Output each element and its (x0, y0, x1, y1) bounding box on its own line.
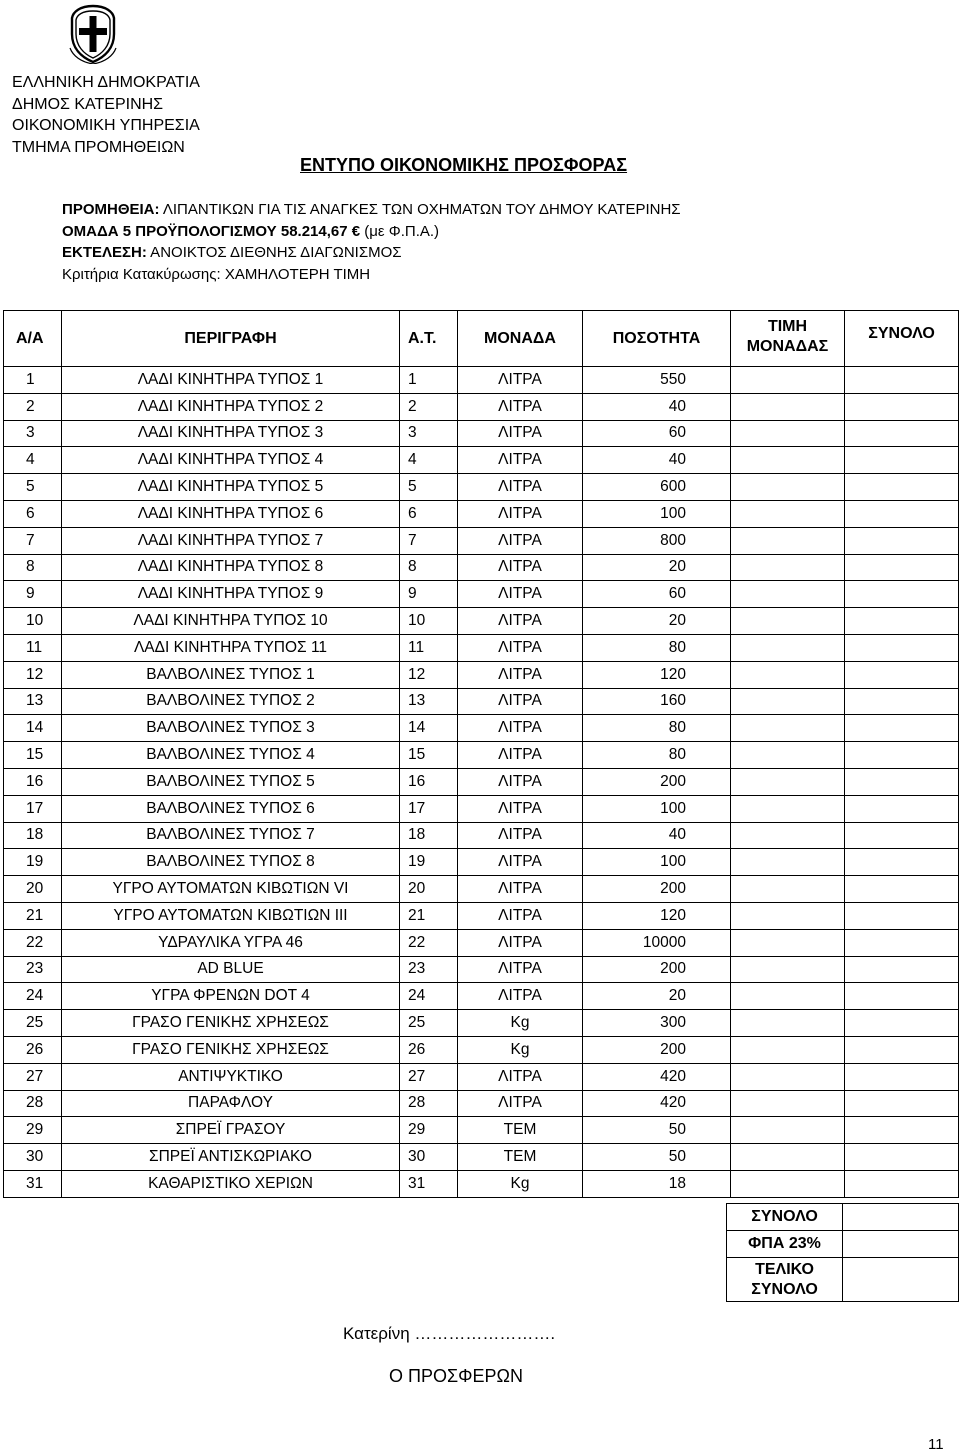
row-aa: 25 (4, 1010, 62, 1037)
row-description: ΒΑΛΒΟΛΙΝΕΣ ΤΥΠΟΣ 8 (62, 849, 400, 876)
row-quantity: 10000 (583, 929, 731, 956)
row-unit: ΛΙΤΡΑ (458, 688, 583, 715)
row-unit: ΛΙΤΡΑ (458, 500, 583, 527)
row-aa: 14 (4, 715, 62, 742)
row-quantity: 800 (583, 527, 731, 554)
row-description: ΛΑΔΙ ΚΙΝΗΤΗΡΑ ΤΥΠΟΣ 7 (62, 527, 400, 554)
row-quantity: 80 (583, 742, 731, 769)
row-quantity: 40 (583, 447, 731, 474)
row-unit-price[interactable] (731, 795, 845, 822)
row-unit: ΛΙΤΡΑ (458, 768, 583, 795)
signature-place-date: Κατερίνη ……………………. (343, 1324, 556, 1343)
greek-coat-of-arms-icon (64, 4, 122, 64)
org-line-department: ΤΜΗΜΑ ΠΡΟΜΗΘΕΙΩΝ (12, 138, 185, 156)
row-unit-price[interactable] (731, 1117, 845, 1144)
header-unit-price (731, 311, 845, 367)
row-item-number: 14 (400, 715, 458, 742)
award-criteria: Κριτήρια Κατακύρωσης: ΧΑΜΗΛΟΤΕΡΗ ΤΙΜΗ (62, 265, 371, 283)
table-row (4, 1117, 959, 1144)
row-item-number: 29 (400, 1117, 458, 1144)
table-row (4, 527, 959, 554)
row-quantity: 20 (583, 608, 731, 635)
table-row (4, 768, 959, 795)
total-vat-label: ΦΠΑ 23% (727, 1231, 843, 1258)
row-description: ΥΓΡΟ ΑΥΤΟΜΑΤΩΝ ΚΙΒΩΤΙΩΝ VI (62, 876, 400, 903)
row-quantity: 20 (583, 983, 731, 1010)
row-unit: ΛΙΤΡΑ (458, 527, 583, 554)
row-total[interactable] (845, 393, 959, 420)
row-item-number: 30 (400, 1144, 458, 1171)
row-quantity: 200 (583, 956, 731, 983)
row-quantity: 420 (583, 1063, 731, 1090)
row-item-number: 11 (400, 634, 458, 661)
row-item-number: 21 (400, 902, 458, 929)
row-item-number: 16 (400, 768, 458, 795)
row-unit: ΛΙΤΡΑ (458, 474, 583, 501)
header-item-number: Α.Τ. (400, 311, 458, 367)
table-row (4, 500, 959, 527)
row-item-number: 7 (400, 527, 458, 554)
procurement-line (62, 199, 681, 221)
row-unit: Kg (458, 1170, 583, 1197)
row-unit-price[interactable] (731, 1036, 845, 1063)
row-total[interactable] (845, 634, 959, 661)
header-description: ΠΕΡΙΓΡΑΦΗ (62, 311, 400, 367)
row-quantity: 100 (583, 500, 731, 527)
table-row (4, 795, 959, 822)
row-unit: ΛΙΤΡΑ (458, 581, 583, 608)
row-unit-price[interactable] (731, 393, 845, 420)
row-total[interactable] (845, 983, 959, 1010)
row-aa: 21 (4, 902, 62, 929)
header-unit: ΜΟΝΑΔΑ (458, 311, 583, 367)
row-aa: 4 (4, 447, 62, 474)
row-unit-price[interactable] (731, 1090, 845, 1117)
row-unit-price[interactable] (731, 634, 845, 661)
row-total[interactable] (845, 768, 959, 795)
row-aa: 18 (4, 822, 62, 849)
table-row (4, 715, 959, 742)
row-aa: 1 (4, 367, 62, 394)
row-unit-price[interactable] (731, 1010, 845, 1037)
row-quantity: 18 (583, 1170, 731, 1197)
row-aa: 17 (4, 795, 62, 822)
row-unit: ΛΙΤΡΑ (458, 795, 583, 822)
table-row (4, 983, 959, 1010)
row-description: ΠΑΡΑΦΛΟΥ (62, 1090, 400, 1117)
row-description: ΛΑΔΙ ΚΙΝΗΤΗΡΑ ΤΥΠΟΣ 6 (62, 500, 400, 527)
row-total[interactable] (845, 929, 959, 956)
organization-header (12, 72, 200, 158)
table-row (4, 581, 959, 608)
group-line (62, 221, 681, 243)
row-unit: ΛΙΤΡΑ (458, 956, 583, 983)
row-item-number: 20 (400, 876, 458, 903)
row-item-number: 13 (400, 688, 458, 715)
row-total[interactable] (845, 581, 959, 608)
table-row (4, 902, 959, 929)
row-description: ΣΠΡΕΪ ΓΡΑΣΟΥ (62, 1117, 400, 1144)
table-row (4, 876, 959, 903)
row-unit-price[interactable] (731, 1170, 845, 1197)
row-unit: ΛΙΤΡΑ (458, 849, 583, 876)
row-item-number: 1 (400, 367, 458, 394)
procurement-meta (62, 199, 681, 285)
total-final-label-line1: ΤΕΛΙΚΟ (755, 1260, 814, 1278)
row-unit-price[interactable] (731, 902, 845, 929)
row-unit: ΛΙΤΡΑ (458, 1090, 583, 1117)
row-description: ΒΑΛΒΟΛΙΝΕΣ ΤΥΠΟΣ 3 (62, 715, 400, 742)
row-unit-price[interactable] (731, 929, 845, 956)
org-line-municipality: ΔΗΜΟΣ ΚΑΤΕΡΙΝΗΣ (12, 95, 164, 113)
totals-table (726, 1203, 959, 1302)
row-unit: ΛΙΤΡΑ (458, 447, 583, 474)
row-total[interactable] (845, 447, 959, 474)
row-unit: ΛΙΤΡΑ (458, 367, 583, 394)
row-aa: 6 (4, 500, 62, 527)
header-unit-price-line2: ΜΟΝΑΔΑΣ (746, 338, 829, 355)
table-row (4, 822, 959, 849)
row-quantity: 200 (583, 768, 731, 795)
total-vat-value[interactable] (843, 1231, 959, 1258)
table-row (4, 367, 959, 394)
table-row (4, 1090, 959, 1117)
row-aa: 23 (4, 956, 62, 983)
row-aa: 12 (4, 661, 62, 688)
row-aa: 16 (4, 768, 62, 795)
row-item-number: 19 (400, 849, 458, 876)
row-description: AD BLUE (62, 956, 400, 983)
row-quantity: 120 (583, 661, 731, 688)
row-unit: ΛΙΤΡΑ (458, 1063, 583, 1090)
row-item-number: 3 (400, 420, 458, 447)
row-unit-price[interactable] (731, 447, 845, 474)
row-aa: 9 (4, 581, 62, 608)
row-aa: 29 (4, 1117, 62, 1144)
table-row (4, 661, 959, 688)
row-description: ΛΑΔΙ ΚΙΝΗΤΗΡΑ ΤΥΠΟΣ 3 (62, 420, 400, 447)
table-row (4, 447, 959, 474)
row-unit: ΛΙΤΡΑ (458, 902, 583, 929)
row-unit-price[interactable] (731, 876, 845, 903)
header-total: ΣΥΝΟΛΟ (845, 311, 959, 367)
row-quantity: 300 (583, 1010, 731, 1037)
row-unit-price[interactable] (731, 581, 845, 608)
offer-table (3, 310, 959, 1198)
row-unit-price[interactable] (731, 420, 845, 447)
row-item-number: 4 (400, 447, 458, 474)
row-item-number: 8 (400, 554, 458, 581)
row-aa: 26 (4, 1036, 62, 1063)
row-unit: ΛΙΤΡΑ (458, 420, 583, 447)
row-quantity: 160 (583, 688, 731, 715)
row-item-number: 23 (400, 956, 458, 983)
row-quantity: 200 (583, 876, 731, 903)
row-aa: 7 (4, 527, 62, 554)
row-unit: ΛΙΤΡΑ (458, 742, 583, 769)
row-quantity: 50 (583, 1117, 731, 1144)
row-item-number: 6 (400, 500, 458, 527)
row-item-number: 26 (400, 1036, 458, 1063)
table-row (4, 420, 959, 447)
row-unit-price[interactable] (731, 554, 845, 581)
row-unit: ΛΙΤΡΑ (458, 554, 583, 581)
row-quantity: 60 (583, 581, 731, 608)
row-total[interactable] (845, 876, 959, 903)
page-number: 11 (928, 1436, 944, 1453)
row-description: ΑΝΤΙΨΥΚΤΙΚΟ (62, 1063, 400, 1090)
row-total[interactable] (845, 661, 959, 688)
row-unit-price[interactable] (731, 1144, 845, 1171)
row-unit: ΤΕΜ (458, 1144, 583, 1171)
table-row (4, 1170, 959, 1197)
row-quantity: 420 (583, 1090, 731, 1117)
row-total[interactable] (845, 1170, 959, 1197)
row-aa: 2 (4, 393, 62, 420)
row-description: ΣΠΡΕΪ ΑΝΤΙΣΚΩΡΙΑΚΟ (62, 1144, 400, 1171)
row-item-number: 12 (400, 661, 458, 688)
row-unit-price[interactable] (731, 742, 845, 769)
table-row (4, 554, 959, 581)
row-unit-price[interactable] (731, 983, 845, 1010)
row-total[interactable] (845, 527, 959, 554)
table-row (4, 608, 959, 635)
row-item-number: 31 (400, 1170, 458, 1197)
row-aa: 20 (4, 876, 62, 903)
row-total[interactable] (845, 500, 959, 527)
row-total[interactable] (845, 1063, 959, 1090)
table-row (4, 742, 959, 769)
table-row (4, 474, 959, 501)
group-vat-note: (με Φ.Π.Α.) (360, 222, 440, 240)
row-total[interactable] (845, 554, 959, 581)
row-unit-price[interactable] (731, 474, 845, 501)
header-quantity: ΠΟΣΟΤΗΤΑ (583, 311, 731, 367)
row-item-number: 5 (400, 474, 458, 501)
row-aa: 3 (4, 420, 62, 447)
row-description: ΛΑΔΙ ΚΙΝΗΤΗΡΑ ΤΥΠΟΣ 9 (62, 581, 400, 608)
row-total[interactable] (845, 474, 959, 501)
total-final-label-line2: ΣΥΝΟΛΟ (751, 1280, 818, 1298)
row-quantity: 40 (583, 393, 731, 420)
row-unit-price[interactable] (731, 768, 845, 795)
row-total[interactable] (845, 715, 959, 742)
row-quantity: 80 (583, 715, 731, 742)
row-unit-price[interactable] (731, 500, 845, 527)
row-total[interactable] (845, 688, 959, 715)
org-line-service: ΟΙΚΟΝΟΜΙΚΗ ΥΠΗΡΕΣΙΑ (12, 117, 200, 134)
row-unit-price[interactable] (731, 367, 845, 394)
procurement-label: ΠΡΟΜΗΘΕΙΑ: (62, 201, 160, 218)
row-description: ΛΑΔΙ ΚΙΝΗΤΗΡΑ ΤΥΠΟΣ 4 (62, 447, 400, 474)
row-total[interactable] (845, 1090, 959, 1117)
offerer-label: Ο ΠΡΟΣΦΕΡΩΝ (389, 1366, 523, 1386)
row-unit: Kg (458, 1036, 583, 1063)
row-description: ΛΑΔΙ ΚΙΝΗΤΗΡΑ ΤΥΠΟΣ 1 (62, 367, 400, 394)
row-description: ΛΑΔΙ ΚΙΝΗΤΗΡΑ ΤΥΠΟΣ 10 (62, 608, 400, 635)
row-aa: 13 (4, 688, 62, 715)
row-item-number: 18 (400, 822, 458, 849)
total-sum-label: ΣΥΝΟΛΟ (727, 1204, 843, 1231)
row-total[interactable] (845, 1117, 959, 1144)
row-item-number: 15 (400, 742, 458, 769)
row-aa: 28 (4, 1090, 62, 1117)
row-quantity: 60 (583, 420, 731, 447)
table-row (4, 1010, 959, 1037)
row-item-number: 2 (400, 393, 458, 420)
procurement-value: ΛΙΠΑΝΤΙΚΩΝ ΓΙΑ ΤΙΣ ΑΝΑΓΚΕΣ ΤΩΝ ΟΧΗΜΑΤΩΝ ΤΟΥ ΔΗΜΟΥ ΚΑΤΕΡΙΝΗΣ (159, 201, 681, 218)
row-unit: ΛΙΤΡΑ (458, 608, 583, 635)
row-total[interactable] (845, 795, 959, 822)
row-description: ΛΑΔΙ ΚΙΝΗΤΗΡΑ ΤΥΠΟΣ 5 (62, 474, 400, 501)
row-unit: ΛΙΤΡΑ (458, 715, 583, 742)
row-unit: ΛΙΤΡΑ (458, 983, 583, 1010)
total-final-label (727, 1258, 843, 1302)
row-total[interactable] (845, 1144, 959, 1171)
row-item-number: 25 (400, 1010, 458, 1037)
row-aa: 15 (4, 742, 62, 769)
row-aa: 22 (4, 929, 62, 956)
row-unit-price[interactable] (731, 608, 845, 635)
row-description: ΒΑΛΒΟΛΙΝΕΣ ΤΥΠΟΣ 6 (62, 795, 400, 822)
row-description: ΛΑΔΙ ΚΙΝΗΤΗΡΑ ΤΥΠΟΣ 2 (62, 393, 400, 420)
row-item-number: 27 (400, 1063, 458, 1090)
table-row (4, 1036, 959, 1063)
row-unit: ΛΙΤΡΑ (458, 876, 583, 903)
row-aa: 19 (4, 849, 62, 876)
table-row (4, 849, 959, 876)
header-aa: Α/Α (4, 311, 62, 367)
row-total[interactable] (845, 902, 959, 929)
row-unit-price[interactable] (731, 849, 845, 876)
row-unit: ΛΙΤΡΑ (458, 929, 583, 956)
row-unit-price[interactable] (731, 715, 845, 742)
row-total[interactable] (845, 608, 959, 635)
row-unit: ΛΙΤΡΑ (458, 393, 583, 420)
table-row (4, 634, 959, 661)
row-description: ΓΡΑΣΟ ΓΕΝΙΚΗΣ ΧΡΗΣΕΩΣ (62, 1036, 400, 1063)
row-unit-price[interactable] (731, 688, 845, 715)
row-aa: 11 (4, 634, 62, 661)
row-unit-price[interactable] (731, 527, 845, 554)
row-description: ΓΡΑΣΟ ΓΕΝΙΚΗΣ ΧΡΗΣΕΩΣ (62, 1010, 400, 1037)
table-row (4, 393, 959, 420)
row-total[interactable] (845, 742, 959, 769)
row-total[interactable] (845, 849, 959, 876)
row-quantity: 550 (583, 367, 731, 394)
row-total[interactable] (845, 822, 959, 849)
row-description: ΛΑΔΙ ΚΙΝΗΤΗΡΑ ΤΥΠΟΣ 11 (62, 634, 400, 661)
row-total[interactable] (845, 1036, 959, 1063)
row-total[interactable] (845, 420, 959, 447)
row-quantity: 100 (583, 849, 731, 876)
row-description: ΒΑΛΒΟΛΙΝΕΣ ΤΥΠΟΣ 7 (62, 822, 400, 849)
row-aa: 27 (4, 1063, 62, 1090)
row-description: ΒΑΛΒΟΛΙΝΕΣ ΤΥΠΟΣ 1 (62, 661, 400, 688)
row-item-number: 17 (400, 795, 458, 822)
execution-line (62, 242, 681, 264)
execution-value: ΑΝΟΙΚΤΟΣ ΔΙΕΘΝΗΣ ΔΙΑΓΩΝΙΣΜΟΣ (146, 244, 402, 261)
row-quantity: 200 (583, 1036, 731, 1063)
row-unit-price[interactable] (731, 661, 845, 688)
row-aa: 31 (4, 1170, 62, 1197)
row-item-number: 28 (400, 1090, 458, 1117)
row-description: ΒΑΛΒΟΛΙΝΕΣ ΤΥΠΟΣ 5 (62, 768, 400, 795)
row-unit: ΛΙΤΡΑ (458, 661, 583, 688)
row-item-number: 24 (400, 983, 458, 1010)
row-description: ΒΑΛΒΟΛΙΝΕΣ ΤΥΠΟΣ 2 (62, 688, 400, 715)
table-row (4, 929, 959, 956)
row-quantity: 80 (583, 634, 731, 661)
table-row (4, 956, 959, 983)
row-unit: Kg (458, 1010, 583, 1037)
row-quantity: 20 (583, 554, 731, 581)
row-unit: ΛΙΤΡΑ (458, 634, 583, 661)
group-budget: ΟΜΑΔΑ 5 ΠΡΟΫΠΟΛΟΓΙΣΜΟΥ 58.214,67 € (62, 222, 361, 240)
execution-label: ΕΚΤΕΛΕΣΗ: (62, 244, 147, 261)
row-description: ΥΓΡΑ ΦΡΕΝΩΝ DOT 4 (62, 983, 400, 1010)
row-description: ΥΓΡΟ ΑΥΤΟΜΑΤΩΝ ΚΙΒΩΤΙΩΝ III (62, 902, 400, 929)
row-description: ΛΑΔΙ ΚΙΝΗΤΗΡΑ ΤΥΠΟΣ 8 (62, 554, 400, 581)
total-final-value[interactable] (843, 1258, 959, 1302)
row-description: ΒΑΛΒΟΛΙΝΕΣ ΤΥΠΟΣ 4 (62, 742, 400, 769)
row-unit-price[interactable] (731, 1063, 845, 1090)
org-line-country: ΕΛΛΗΝΙΚΗ ΔΗΜΟΚΡΑΤΙΑ (12, 74, 200, 91)
header-unit-price-line1: ΤΙΜΗ (767, 318, 808, 335)
row-aa: 24 (4, 983, 62, 1010)
row-total[interactable] (845, 1010, 959, 1037)
row-unit-price[interactable] (731, 822, 845, 849)
table-row (4, 688, 959, 715)
form-title: ΕΝΤΥΠΟ ΟΙΚΟΝΟΜΙΚΗΣ ΠΡΟΣΦΟΡΑΣ (300, 155, 628, 175)
row-aa: 8 (4, 554, 62, 581)
row-aa: 10 (4, 608, 62, 635)
table-row (4, 1063, 959, 1090)
row-unit: ΛΙΤΡΑ (458, 822, 583, 849)
row-item-number: 10 (400, 608, 458, 635)
row-description: ΥΔΡΑΥΛΙΚΑ ΥΓΡΑ 46 (62, 929, 400, 956)
row-unit-price[interactable] (731, 956, 845, 983)
row-total[interactable] (845, 367, 959, 394)
row-total[interactable] (845, 956, 959, 983)
row-quantity: 120 (583, 902, 731, 929)
row-unit: ΤΕΜ (458, 1117, 583, 1144)
row-quantity: 100 (583, 795, 731, 822)
row-item-number: 9 (400, 581, 458, 608)
row-quantity: 600 (583, 474, 731, 501)
row-aa: 30 (4, 1144, 62, 1171)
row-aa: 5 (4, 474, 62, 501)
table-header-row (4, 311, 959, 367)
row-description: ΚΑΘΑΡΙΣΤΙΚΟ ΧΕΡΙΩΝ (62, 1170, 400, 1197)
row-quantity: 40 (583, 822, 731, 849)
row-item-number: 22 (400, 929, 458, 956)
row-quantity: 50 (583, 1144, 731, 1171)
table-row (4, 1144, 959, 1171)
total-sum-value[interactable] (843, 1204, 959, 1231)
